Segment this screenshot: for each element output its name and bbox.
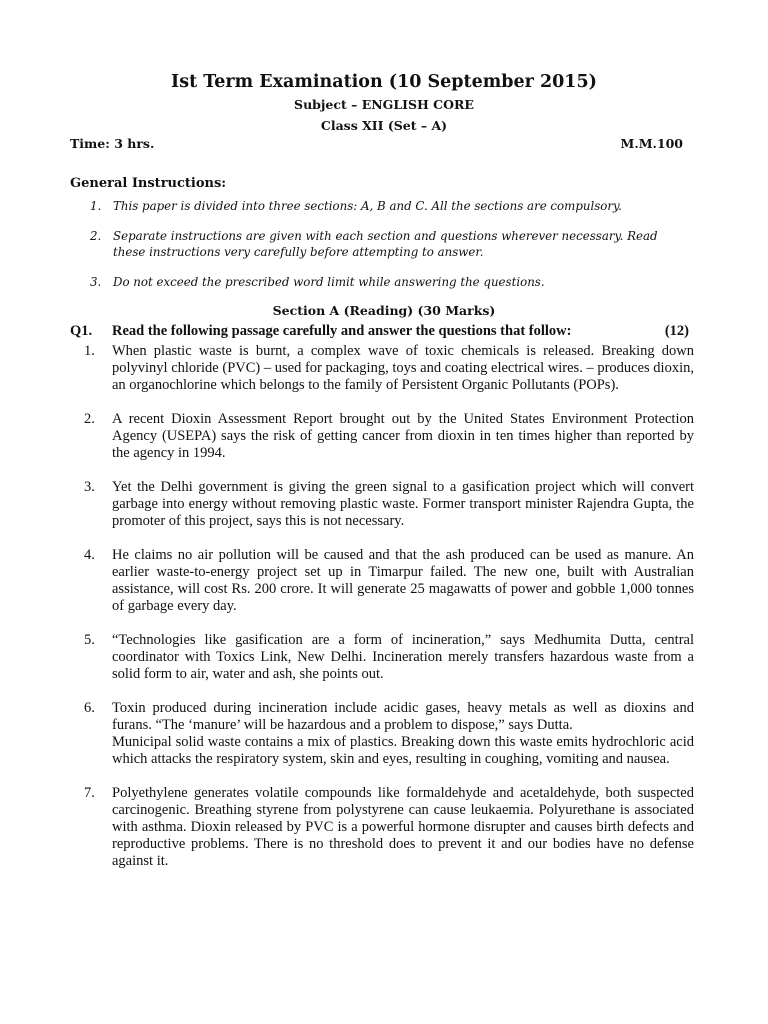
paragraph-number: 7. xyxy=(84,785,95,801)
time-marks-row xyxy=(70,136,683,151)
paragraph-text-part: Municipal solid waste contains a mix of plastics. Breaking down this waste emits hydrochloric acid which attacks the respiratory system, skin and eyes, resulting in coughing, vomiting and nausea. xyxy=(112,734,694,767)
instruction-item xyxy=(90,228,690,260)
class-line: Class XII (Set – A) xyxy=(320,118,448,133)
max-marks-label: M.M.100 xyxy=(620,136,683,151)
passage-paragraph xyxy=(84,479,694,530)
paragraph-text: He claims no air pollution will be caused and that the ash produced can be used as manure. An earlier waste-to-energy project set up in Timarpur failed. The new one, built with Australian assistance, will cost Rs. 200 crore. It will generate 25 magawatts of power and gobble 1,000 tonnes of garbage every day. xyxy=(112,547,694,614)
general-instructions-list xyxy=(90,198,690,304)
paragraph-text: Yet the Delhi government is giving the green signal to a gasification project which will convert garbage into energy without removing plastic waste. Former transport minister Rajendra Gupta, the promoter of this project, says this is not necessary. xyxy=(112,479,694,529)
passage-paragraph xyxy=(84,785,694,870)
general-instructions-heading: General Instructions: xyxy=(70,176,227,191)
subject-line: Subject – ENGLISH CORE xyxy=(294,97,474,112)
passage-paragraph xyxy=(84,411,694,462)
passage-paragraph xyxy=(84,343,694,394)
section-a-heading: Section A (Reading) (30 Marks) xyxy=(272,303,496,318)
instruction-number: 1. xyxy=(90,199,102,213)
time-label: Time: 3 hrs. xyxy=(70,136,155,151)
instruction-number: 2. xyxy=(90,229,102,243)
paragraph-number: 4. xyxy=(84,547,95,563)
paragraph-text: When plastic waste is burnt, a complex wave of toxic chemicals is released. Breaking down polyvinyl chloride (PVC) – used for packaging, toys and coating electrical wires. – produces dioxin, an organochlorine which belongs to the family of Persistent Organic Pollutants (POPs). xyxy=(112,343,694,393)
paragraph-text: A recent Dioxin Assessment Report brought out by the United States Environment Protection Agency (USEPA) says the risk of getting cancer from dioxin in ten times higher than reported by the agency in 1994. xyxy=(112,411,694,461)
exam-title: Ist Term Examination (10 September 2015) xyxy=(171,72,597,92)
passage-paragraph xyxy=(84,547,694,615)
paragraph-number: 6. xyxy=(84,700,95,716)
paragraph-text xyxy=(112,700,694,768)
instruction-item xyxy=(90,198,690,214)
reading-passage xyxy=(84,343,694,887)
question-text: Read the following passage carefully and answer the questions that follow: xyxy=(112,323,572,339)
paragraph-text-part: Toxin produced during incineration include acidic gases, heavy metals as well as dioxins and furans. “The ‘manure’ will be hazardous and a problem to dispose,” says Dutta. xyxy=(112,700,694,733)
passage-paragraph xyxy=(84,632,694,683)
question-number: Q1. xyxy=(70,323,93,339)
question-marks: (12) xyxy=(664,323,689,339)
paragraph-number: 5. xyxy=(84,632,95,648)
paragraph-number: 1. xyxy=(84,343,95,359)
instruction-item xyxy=(90,274,690,290)
instruction-text: This paper is divided into three sections: A, B and C. All the sections are compulsory. xyxy=(113,199,622,213)
paragraph-number: 2. xyxy=(84,411,95,427)
instruction-text: Separate instructions are given with each section and questions wherever necessary. Read these instructions very carefully before attempting to answer. xyxy=(113,229,658,259)
instruction-text: Do not exceed the prescribed word limit while answering the questions. xyxy=(113,275,545,289)
paragraph-number: 3. xyxy=(84,479,95,495)
paragraph-text: “Technologies like gasification are a form of incineration,” says Medhumita Dutta, central coordinator with Toxics Link, New Delhi. Incineration merely transfers hazardous waste from a solid form to air, water and ash, she points out. xyxy=(112,632,694,682)
question-1-row xyxy=(70,323,689,340)
paragraph-text: Polyethylene generates volatile compounds like formaldehyde and acetaldehyde, both suspected carcinogenic. Breathing styrene from polystyrene can cause leukaemia. Polyurethane is associated with asthma. Dioxin released by PVC is a powerful hormone disrupter and causes birth defects and reproductive problems. There is no threshold does to prevent it and our bodies have no defense against it. xyxy=(112,785,694,869)
passage-paragraph xyxy=(84,700,694,768)
instruction-number: 3. xyxy=(90,275,102,289)
